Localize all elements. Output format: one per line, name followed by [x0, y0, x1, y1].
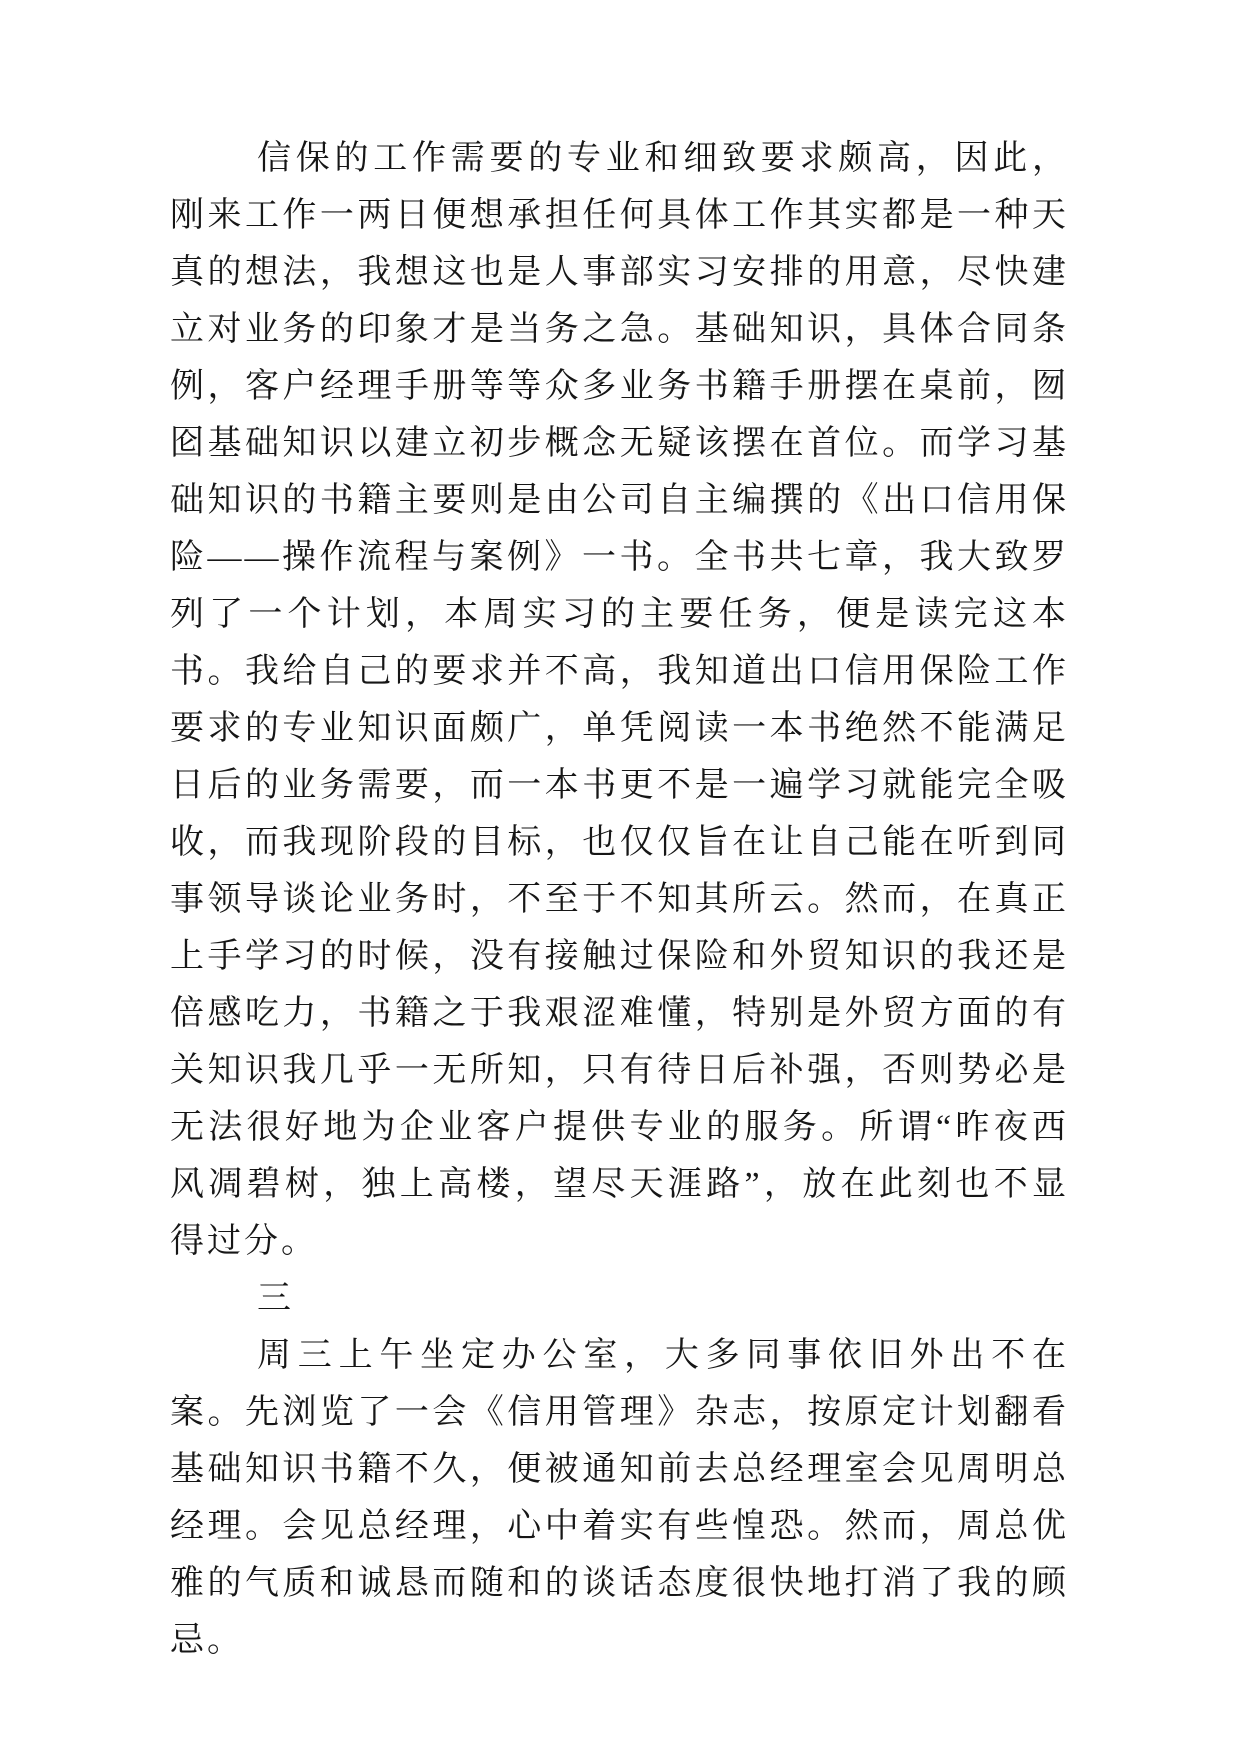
paragraph-body-1: 信保的工作需要的专业和细致要求颇高，因此，刚来工作一两日便想承担任何具体工作其实都是一种天真的想法，我想这也是人事部实习安排的用意，尽快建立对业务的印象才是当务之急。基础知识，具体合同条例，客户经理手册等等众多业务书籍手册摆在桌前，囫囵基础知识以建立初步概念无疑该摆在首位。而学习基础知识的书籍主要则是由公司自主编撰的《出口信用保险——操作流程与案例》一书。全书共七章，我大致罗列了一个计划，本周实习的主要任务，便是读完这本书。我给自己的要求并不高，我知道出口信用保险工作要求的专业知识面颇广，单凭阅读一本书绝然不能满足日后的业务需要，而一本书更不是一遍学习就能完全吸收，而我现阶段的目标，也仅仅旨在让自己能在听到同事领导谈论业务时，不至于不知其所云。然而，在真正上手学习的时候，没有接触过保险和外贸知识的我还是倍感吃力，书籍之于我艰涩难懂，特别是外贸方面的有关知识我几乎一无所知，只有待日后补强，否则势必是无法很好地为企业客户提供专业的服务。所谓“昨夜西风凋碧树，独上高楼，望尽天涯路”，放在此刻也不显得过分。 — [170, 140, 1069, 1260]
section-number: 三 — [257, 1280, 294, 1317]
paragraph-body-2: 周三上午坐定办公室，大多同事依旧外出不在案。先浏览了一会《信用管理》杂志，按原定计划翻看基础知识书籍不久，便被通知前去总经理室会见周明总经理。会见总经理，心中着实有些惶恐。然而，周总优雅的气质和诚恳而随和的谈话态度很快地打消了我的顾忌。 — [170, 1337, 1069, 1659]
